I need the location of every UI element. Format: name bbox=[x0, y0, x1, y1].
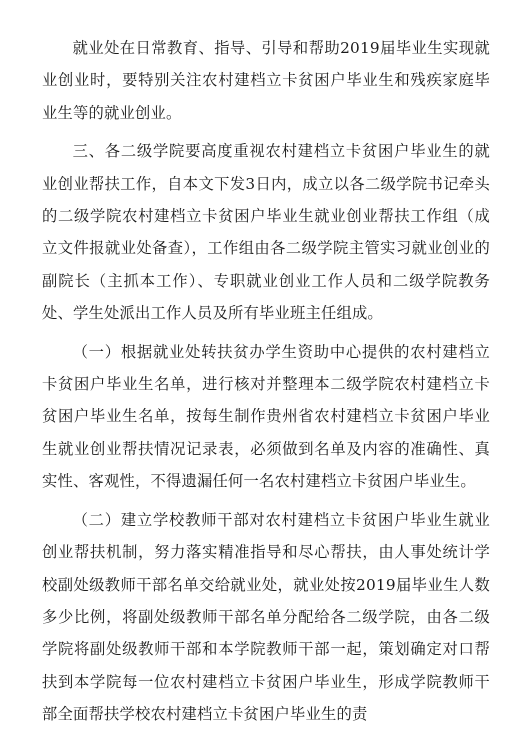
paragraph-section-three: 三、各二级学院要高度重视农村建档立卡贫困户毕业生的就业创业帮扶工作，自本文下发3日内，成立以各二级学院书记牵头的二级学院农村建档立卡贫困户毕业生就业创业帮扶工作组（成立文件报就业处备查），工作组由各二级学院主管实习就业创业的副院长（主抓本工作）、专职就业创业工作人员和二级学院教务处、学生处派出工作人员及所有毕业班主任组成。 bbox=[42, 142, 490, 323]
paragraph-employment-office: 就业处在日常教育、指导、引导和帮助2019届毕业生实现就业创业时，要特别关注农村建档立卡贫困户毕业生和残疾家庭毕业生等的就业创业。 bbox=[42, 39, 490, 122]
paragraph-item-one: （一）根据就业处转扶贫办学生资助中心提供的农村建档立卡贫困户毕业生名单，进行核对并整理本二级学院农村建档立卡贫困户毕业生名单，按每生制作贵州省农村建档立卡贫困户毕业生就业创业帮扶情况记录表，必须做到名单及内容的准确性、真实性、客观性，不得遗漏任何一名农村建档立卡贫困户毕业生。 bbox=[42, 342, 490, 491]
paragraph-item-two: （二）建立学校教师干部对农村建档立卡贫困户毕业生就业创业帮扶机制，努力落实精准指导和尽心帮扶，由人事处统计学校副处级教师干部名单交给就业处，就业处按2019届毕业生人数多少比例，将副处级教师干部名单分配给各二级学院，由各二级学院将副处级教师干部和本学院教师干部一起，策划确定对口帮扶到本学院每一位农村建档立卡贫困户毕业生，形成学院教师干部全面帮扶学校农村建档立卡贫困户毕业生的责 bbox=[42, 510, 490, 724]
